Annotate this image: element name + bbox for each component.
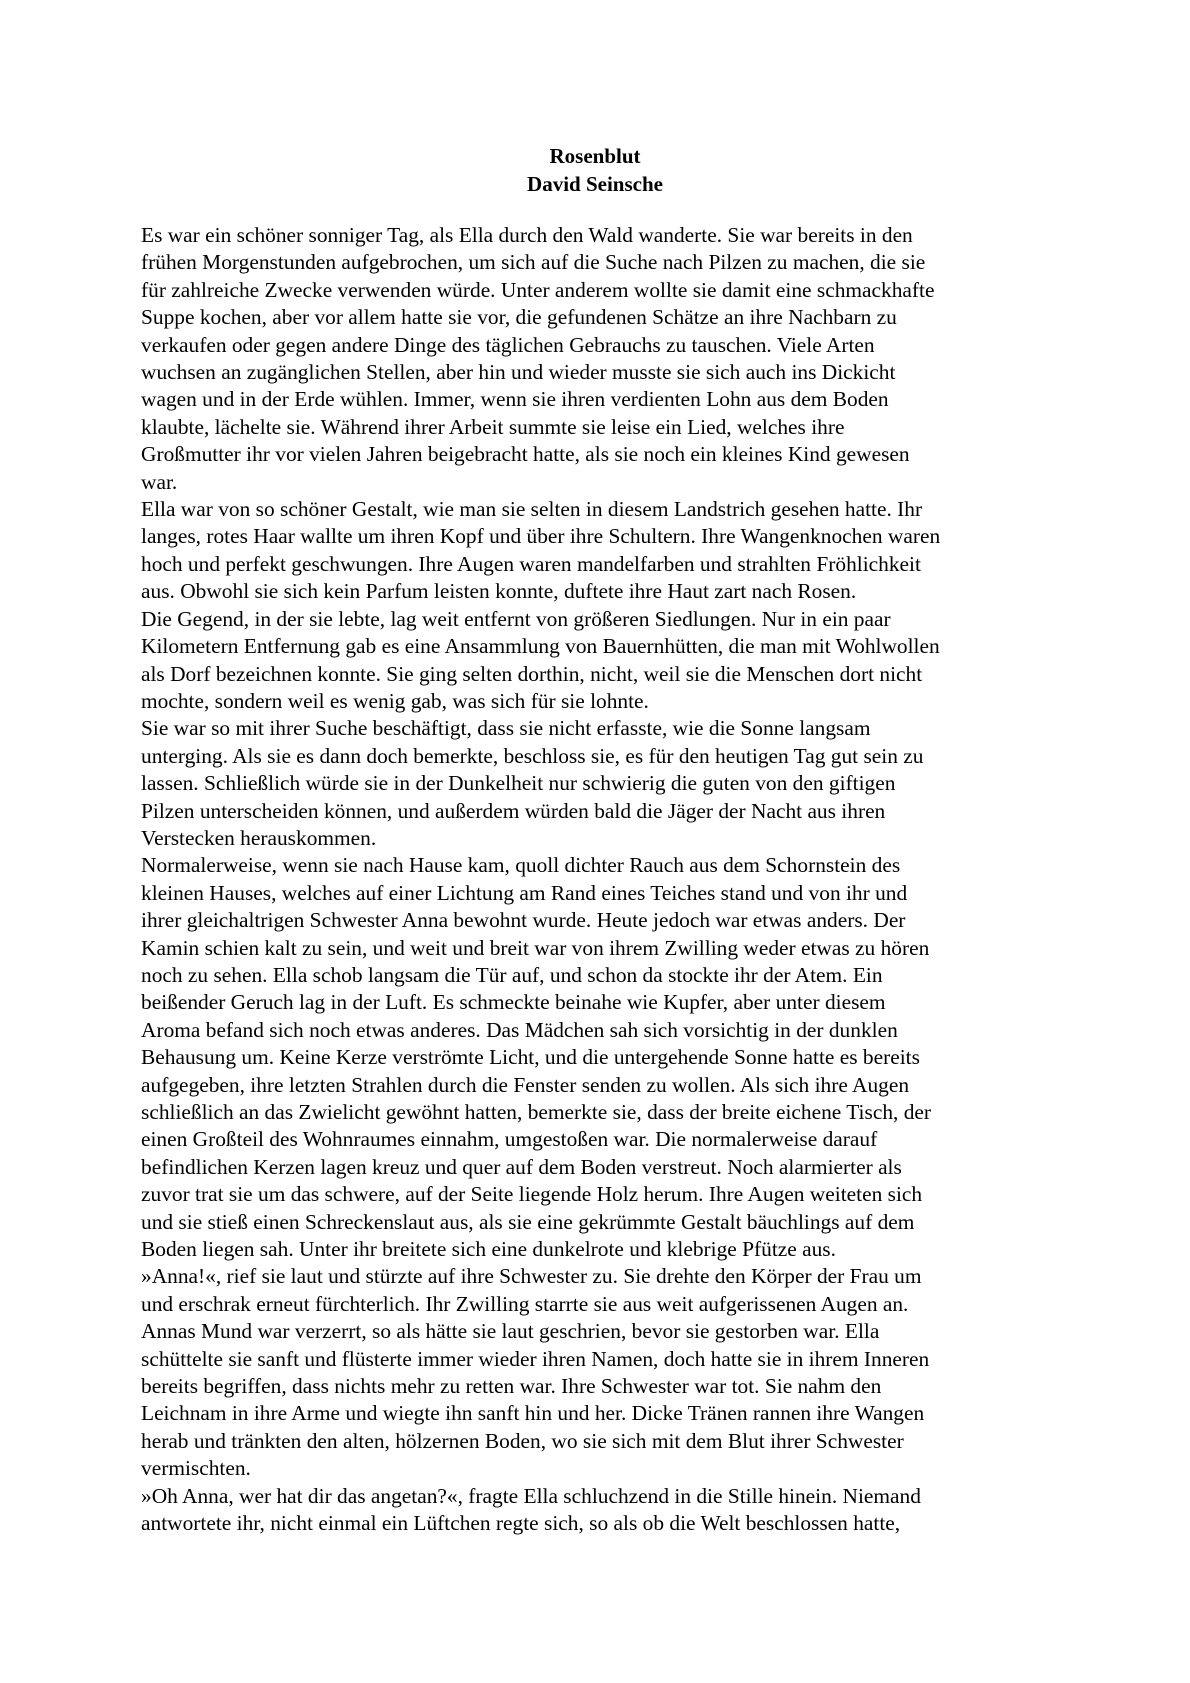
text-line: Aroma befand sich noch etwas anderes. Das Mädchen sah sich vorsichtig in der dunklen	[141, 1017, 898, 1042]
text-line: »Oh Anna, wer hat dir das angetan?«, fragte Ella schluchzend in die Stille hinein. Niemand	[141, 1483, 921, 1508]
text-line: ihrer gleichaltrigen Schwester Anna bewohnt wurde. Heute jedoch war etwas anders. Der	[141, 908, 906, 933]
text-line: wuchsen an zugänglichen Stellen, aber hin und wieder musste sie sich auch ins Dickicht	[141, 360, 896, 385]
text-line: Suppe kochen, aber vor allem hatte sie vor, die gefundenen Schätze an ihre Nachbarn zu	[141, 305, 897, 330]
text-line: Verstecken herauskommen.	[141, 825, 377, 850]
paragraph	[141, 222, 1061, 496]
text-line: beißender Geruch lag in der Luft. Es schmeckte beinahe wie Kupfer, aber unter diesem	[141, 990, 886, 1015]
text-line: frühen Morgenstunden aufgebrochen, um sich auf die Suche nach Pilzen zu machen, die sie	[141, 250, 926, 275]
paragraph	[141, 1263, 1061, 1482]
text-line: noch zu sehen. Ella schob langsam die Tür auf, und schon da stockte ihr der Atem. Ein	[141, 962, 883, 987]
text-line: Pilzen unterscheiden können, und außerdem würden bald die Jäger der Nacht aus ihren	[141, 798, 886, 823]
text-line: Kamin schien kalt zu sein, und weit und breit war von ihrem Zwilling weder etwas zu hören	[141, 935, 930, 960]
document-title: Rosenblut	[549, 144, 641, 168]
text-line: Die Gegend, in der sie lebte, lag weit entfernt von größeren Siedlungen. Nur in ein paar	[141, 606, 891, 631]
text-line: schließlich an das Zwielicht gewöhnt hatten, bemerkte sie, dass der breite eichene Tisch, der	[141, 1100, 932, 1124]
paragraph	[141, 496, 1061, 606]
text-line: Sie war so mit ihrer Suche beschäftigt, dass sie nicht erfasste, wie die Sonne langsam	[141, 716, 871, 741]
text-line: vermischten.	[141, 1456, 251, 1481]
text-line: als Dorf bezeichnen konnte. Sie ging selten dorthin, nicht, weil sie die Menschen dort nicht	[141, 661, 923, 686]
text-line: Es war ein schöner sonniger Tag, als Ella durch den Wald wanderte. Sie war bereits in den	[141, 223, 913, 247]
document-author: David Seinsche	[527, 172, 663, 196]
text-line: zuvor trat sie um das schwere, auf der Seite liegende Holz herum. Ihre Augen weiteten sich	[141, 1182, 923, 1207]
text-line: Annas Mund war verzerrt, so als hätte sie laut geschrien, bevor sie gestorben war. Ella	[141, 1319, 880, 1344]
text-line: hoch und perfekt geschwungen. Ihre Augen waren mandelfarben und strahlten Fröhlichkeit	[141, 551, 921, 576]
text-line: aus. Obwohl sie sich kein Parfum leisten konnte, duftete ihre Haut zart nach Rosen.	[141, 579, 857, 604]
text-line: war.	[141, 469, 178, 494]
text-line: Kilometern Entfernung gab es eine Ansammlung von Bauernhütten, die man mit Wohlwollen	[141, 634, 940, 659]
text-line: klaubte, lächelte sie. Während ihrer Arbeit summte sie leise ein Lied, welches ihre	[141, 414, 845, 439]
text-line: verkaufen oder gegen andere Dinge des täglichen Gebrauchs zu tauschen. Viele Arten	[141, 332, 875, 357]
text-line: lassen. Schließlich würde sie in der Dunkelheit nur schwierig die guten von den giftigen	[141, 771, 896, 796]
paragraph	[141, 606, 1061, 716]
text-line: Leichnam in ihre Arme und wiegte ihn sanft hin und her. Dicke Tränen rannen ihre Wangen	[141, 1401, 925, 1426]
text-line: Boden liegen sah. Unter ihr breitete sich eine dunkelrote und klebrige Pfütze aus.	[141, 1237, 836, 1262]
text-line: und erschrak erneut fürchterlich. Ihr Zwilling starrte sie aus weit aufgerissenen Augen an.	[141, 1291, 909, 1316]
text-line: Großmutter ihr vor vielen Jahren beigebracht hatte, als sie noch ein kleines Kind gewesen	[141, 442, 910, 467]
text-line: einen Großteil des Wohnraumes einnahm, umgestoßen war. Die normalerweise darauf	[141, 1127, 878, 1152]
text-line: aufgegeben, ihre letzten Strahlen durch die Fenster senden zu wollen. Als sich ihre Augen	[141, 1072, 910, 1097]
text-line: wagen und in der Erde wühlen. Immer, wenn sie ihren verdienten Lohn aus dem Boden	[141, 387, 889, 412]
text-line: befindlichen Kerzen lagen kreuz und quer auf dem Boden verstreut. Noch alarmierter als	[141, 1154, 902, 1179]
text-line: schüttelte sie sanft und flüsterte immer wieder ihren Namen, doch hatte sie in ihrem Inneren	[141, 1346, 930, 1371]
paragraph	[141, 852, 1061, 1263]
text-line: Ella war von so schöner Gestalt, wie man sie selten in diesem Landstrich gesehen hatte. Ihr	[141, 497, 923, 522]
text-line: herab und tränkten den alten, hölzernen Boden, wo sie sich mit dem Blut ihrer Schwester	[141, 1428, 904, 1453]
body-text	[141, 222, 1061, 1538]
text-line: und sie stieß einen Schreckenslaut aus, als sie eine gekrümmte Gestalt bäuchlings auf dem	[141, 1209, 915, 1234]
text-line: kleinen Hauses, welches auf einer Lichtung am Rand eines Teiches stand und von ihr und	[141, 880, 908, 905]
paragraph	[141, 715, 1061, 852]
text-line: »Anna!«, rief sie laut und stürzte auf ihre Schwester zu. Sie drehte den Körper der Frau um	[141, 1264, 922, 1289]
text-line: mochte, sondern weil es wenig gab, was sich für sie lohnte.	[141, 688, 649, 713]
text-line: Normalerweise, wenn sie nach Hause kam, quoll dichter Rauch aus dem Schornstein des	[141, 853, 901, 878]
text-line: unterging. Als sie es dann doch bemerkte, beschloss sie, es für den heutigen Tag gut sein zu	[141, 743, 924, 768]
paragraph	[141, 1483, 1061, 1538]
text-line: für zahlreiche Zwecke verwenden würde. Unter anderem wollte sie damit eine schmackhafte	[141, 277, 935, 302]
text-line: Behausung um. Keine Kerze verströmte Licht, und die untergehende Sonne hatte es bereits	[141, 1045, 920, 1070]
text-line: bereits begriffen, dass nichts mehr zu retten war. Ihre Schwester war tot. Sie nahm den	[141, 1374, 882, 1399]
text-line: langes, rotes Haar wallte um ihren Kopf und über ihre Schultern. Ihre Wangenknochen waren	[141, 524, 941, 549]
text-line: antwortete ihr, nicht einmal ein Lüftchen regte sich, so als ob die Welt beschlossen hatte,	[141, 1511, 901, 1536]
title-block	[0, 142, 1190, 198]
